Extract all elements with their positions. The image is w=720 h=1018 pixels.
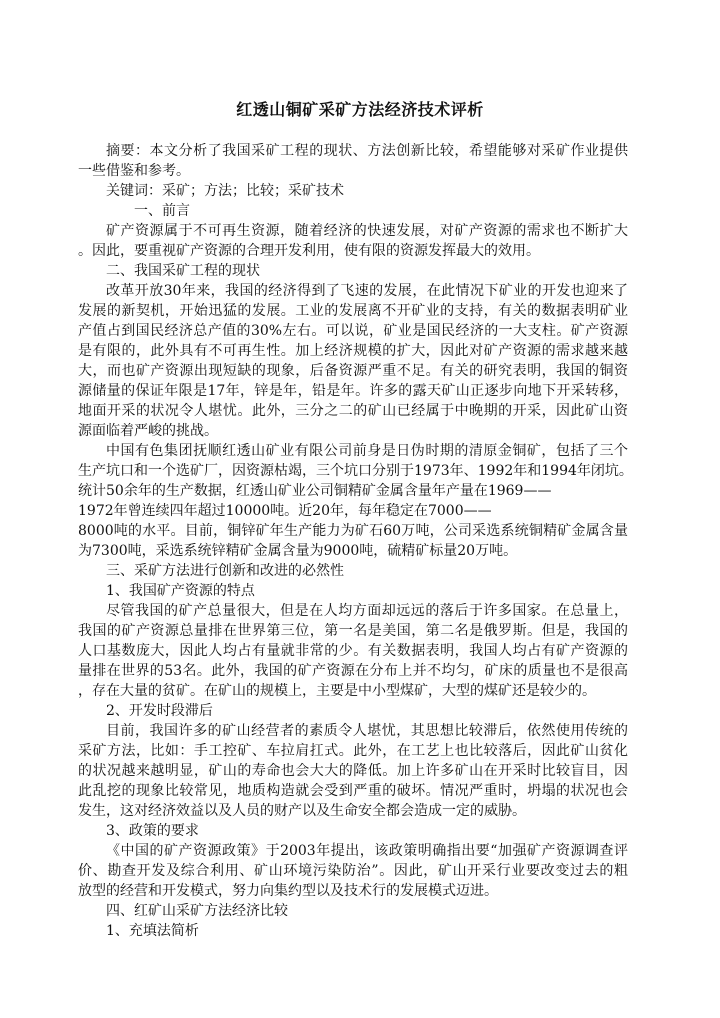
paragraph-line: 1972年曾连续四年超过10000吨。近20年，每年稳定在7000—— bbox=[78, 503, 492, 519]
subsection-heading: 2、开发时段滞后 bbox=[106, 703, 213, 719]
paragraph-line: 的状况越来越明显，矿山的寿命也会大大的降低。加上许多矿山在开采时比较盲目，因 bbox=[78, 763, 628, 779]
keywords-line: 关键词：采矿；方法；比较；采矿技术 bbox=[106, 183, 344, 199]
paragraph-line: 8000吨的水平。目前，铜锌矿年生产能力为矿石60万吨，公司采选系统铜精矿金属含量 bbox=[78, 523, 628, 539]
paragraph-line: 生产坑口和一个选矿厂，因资源枯竭，三个坑口分别于1973年、1992年和1994年闭坑。 bbox=[78, 463, 633, 479]
paragraph-line: 是有限的，此外具有不可再生性。加上经济规模的扩大，因此对矿产资源的需求越来越 bbox=[78, 343, 628, 359]
paragraph-line: 量排在世界的53名。此外，我国的矿产资源在分布上并不均匀，矿床的质量也不是很高 bbox=[78, 663, 628, 679]
section-heading: 四、红矿山采矿方法经济比较 bbox=[106, 903, 288, 919]
abstract-line: 摘要：本文分析了我国采矿工程的现状、方法创新比较，希望能够对采矿作业提供 bbox=[106, 143, 628, 159]
paragraph-line: 《中国的矿产资源政策》于2003年提出，该政策明确指出要“加强矿产资源调查评 bbox=[106, 843, 628, 859]
paragraph-line: ，存在大量的贫矿。在矿山的规模上，主要是中小型煤矿，大型的煤矿还是较少的。 bbox=[78, 683, 596, 699]
paragraph-line: 中国有色集团抚顺红透山矿业有限公司前身是日伪时期的清原金铜矿，包括了三个 bbox=[106, 443, 628, 459]
subsection-heading: 1、我国矿产资源的特点 bbox=[106, 583, 255, 599]
subsection-heading: 1、充填法简析 bbox=[106, 923, 199, 939]
paragraph-line: 产值占到国民经济总产值的30%左右。可以说，矿业是国民经济的一大支柱。矿产资源 bbox=[78, 323, 628, 339]
paragraph-line: 发展的新契机，开始迅猛的发展。工业的发展离不开矿业的支持，有关的数据表明矿业 bbox=[78, 303, 628, 319]
document-title: 红透山铜矿采矿方法经济技术评析 bbox=[236, 100, 484, 119]
paragraph-line: 目前，我国许多的矿山经营者的素质令人堪忧，其思想比较滞后，依然使用传统的 bbox=[106, 723, 628, 739]
section-heading: 三、采矿方法进行创新和改进的必然性 bbox=[106, 563, 344, 579]
subsection-heading: 3、政策的要求 bbox=[106, 823, 199, 839]
section-heading: 二、我国采矿工程的现状 bbox=[106, 263, 260, 279]
paragraph-line: 改革开放30年来，我国的经济得到了飞速的发展，在此情况下矿业的开发也迎来了 bbox=[106, 283, 628, 299]
section-heading: 一、前言 bbox=[134, 203, 190, 219]
paragraph-line: 价、勘查开发及综合利用、矿山环境污染防治”。因此，矿山开采行业要改变过去的粗 bbox=[78, 863, 628, 879]
paragraph-line: 此乱挖的现象比较常见，地质构造就会受到严重的破坏。情况严重时，坍塌的状况也会 bbox=[78, 783, 628, 799]
paragraph-line: 源储量的保证年限是17年，锌是年，铅是年。许多的露天矿山正逐步向地下开采转移， bbox=[78, 383, 628, 399]
paragraph-line: 地面开采的状况令人堪忧。此外，三分之二的矿山已经属于中晚期的开采，因此矿山资 bbox=[78, 403, 628, 419]
paragraph-line: 采矿方法，比如：手工控矿、车拉肩扛式。此外，在工艺上也比较落后，因此矿山贫化 bbox=[78, 743, 628, 759]
paragraph-line: 源面临着严峻的挑战。 bbox=[78, 423, 218, 439]
paragraph-line: 发生，这对经济效益以及人员的财产以及生命安全都会造成一定的威胁。 bbox=[78, 803, 526, 819]
paragraph-line: 大，而也矿产资源出现短缺的现象，后备资源严重不足。有关的研究表明，我国的铜资 bbox=[78, 363, 628, 379]
paragraph-line: 为7300吨，采选系统锌精矿金属含量为9000吨，硫精矿标量20万吨。 bbox=[78, 543, 518, 559]
paragraph-line: 。因此，要重视矿产资源的合理开发利用，使有限的资源发挥最大的效用。 bbox=[78, 243, 540, 259]
paragraph-line: 统计50余年的生产数据，红透山矿业公司铜精矿金属含量年产量在1969—— bbox=[78, 483, 552, 499]
paragraph-line: 尽管我国的矿产总量很大，但是在人均方面却远远的落后于许多国家。在总量上， bbox=[106, 603, 628, 619]
paragraph-line: 人口基数庞大，因此人均占有量就非常的少。有关数据表明，我国人均占有矿产资源的 bbox=[78, 643, 628, 659]
paragraph-line: 放型的经营和开发模式，努力向集约型以及技术行的发展模式迈进。 bbox=[78, 883, 498, 899]
abstract-line: 一些借鉴和参考。 bbox=[78, 163, 190, 179]
paragraph-line: 我国的矿产资源总量排在世界第三位，第一名是美国，第二名是俄罗斯。但是，我国的 bbox=[78, 623, 628, 639]
paragraph-line: 矿产资源属于不可再生资源，随着经济的快速发展，对矿产资源的需求也不断扩大 bbox=[106, 223, 628, 239]
